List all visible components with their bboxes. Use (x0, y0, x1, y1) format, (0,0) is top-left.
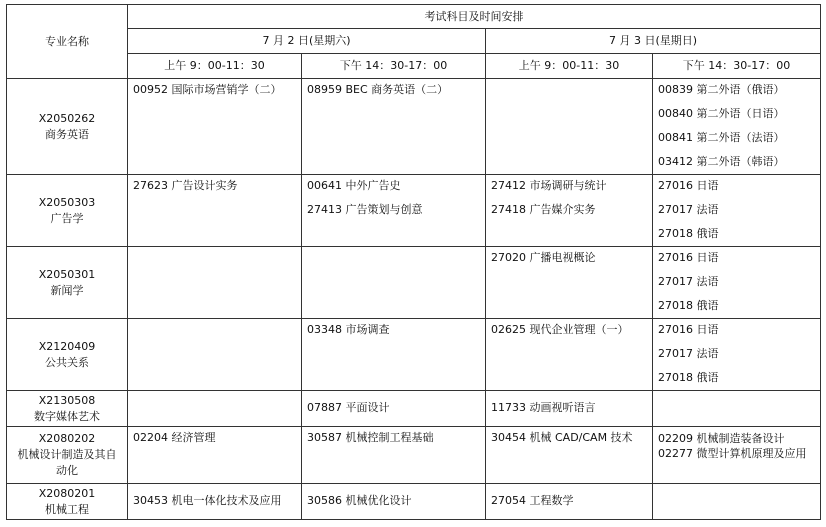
exam-slot-d1-pm (302, 427, 486, 484)
major-code: X2080202 (38, 432, 96, 445)
exam-course: 27413 广告策划与创意 (307, 203, 423, 216)
table-row (7, 247, 821, 319)
table-row (7, 391, 821, 427)
major-cell (7, 427, 128, 484)
exam-course: 30454 机械 CAD/CAM 技术 (491, 431, 633, 444)
major-cell (7, 484, 128, 520)
table-row (7, 427, 821, 484)
exam-course: 30587 机械控制工程基础 (307, 431, 434, 444)
table-row (7, 484, 821, 520)
header-major-name: 专业名称 (7, 5, 128, 79)
exam-course: 00839 第二外语（俄语） (658, 83, 785, 96)
exam-course: 08959 BEC 商务英语（二） (307, 83, 449, 96)
major-name: 机械工程 (45, 502, 89, 516)
exam-course: 03348 市场调查 (307, 323, 390, 336)
major-code: X2120409 (38, 339, 96, 353)
exam-slot-d2-am (486, 79, 653, 175)
header-day2-am: 上午 9：00-11：30 (486, 54, 653, 79)
major-code: X2130508 (38, 393, 96, 407)
exam-course: 27020 广播电视概论 (491, 251, 596, 264)
table-row (7, 319, 821, 391)
exam-course: 02209 机械制造装备设计 (658, 432, 785, 445)
exam-course: 27016 日语 (658, 323, 719, 336)
exam-slot-d2-am (486, 484, 653, 520)
exam-slot-d2-pm (653, 319, 821, 391)
exam-course: 00840 第二外语（日语） (658, 107, 785, 120)
exam-course: 27016 日语 (658, 179, 719, 192)
exam-slot-d1-am (128, 319, 302, 391)
major-cell (7, 175, 128, 247)
exam-slot-d1-pm (302, 175, 486, 247)
exam-schedule-table (6, 4, 821, 520)
header-schedule-title: 考试科目及时间安排 (128, 5, 821, 29)
exam-slot-d2-pm (653, 484, 821, 520)
exam-slot-d2-am (486, 391, 653, 427)
exam-slot-d1-am (128, 79, 302, 175)
major-name: 公共关系 (45, 355, 89, 369)
header-day-1: 7 月 2 日(星期六) (128, 29, 486, 54)
exam-course: 00641 中外广告史 (307, 179, 401, 192)
exam-course: 27054 工程数学 (491, 494, 574, 507)
major-cell (7, 391, 128, 427)
exam-slot-d2-am (486, 247, 653, 319)
exam-slot-d1-pm (302, 391, 486, 427)
major-name: 新闻学 (50, 283, 84, 297)
exam-slot-d2-am (486, 319, 653, 391)
exam-course: 27018 俄语 (658, 299, 719, 312)
exam-course: 27418 广告媒介实务 (491, 203, 596, 216)
exam-slot-d2-pm (653, 247, 821, 319)
major-cell (7, 79, 128, 175)
exam-course: 27016 日语 (658, 251, 719, 264)
exam-course: 27017 法语 (658, 203, 719, 216)
exam-slot-d1-am (128, 427, 302, 484)
exam-course: 07887 平面设计 (307, 401, 390, 414)
exam-course: 27018 俄语 (658, 227, 719, 240)
exam-slot-d1-pm (302, 247, 486, 319)
major-cell (7, 247, 128, 319)
major-name: 商务英语 (45, 127, 89, 141)
exam-slot-d2-pm (653, 391, 821, 427)
exam-slot-d1-am (128, 391, 302, 427)
exam-course: 27412 市场调研与统计 (491, 179, 607, 192)
major-cell (7, 319, 128, 391)
major-code: X2050301 (38, 267, 96, 281)
major-code: X2050262 (38, 111, 96, 125)
schedule-body (7, 79, 821, 520)
exam-slot-d1-am (128, 175, 302, 247)
header-day1-pm: 下午 14：30-17：00 (302, 54, 486, 79)
exam-course: 27017 法语 (658, 275, 719, 288)
exam-course: 02277 微型计算机原理及应用 (658, 447, 807, 460)
exam-slot-d2-am (486, 175, 653, 247)
exam-course: 27018 俄语 (658, 371, 719, 384)
major-name: 广告学 (50, 211, 84, 225)
table-row (7, 175, 821, 247)
exam-slot-d2-pm (653, 79, 821, 175)
exam-slot-d1-pm (302, 79, 486, 175)
header-day-2: 7 月 3 日(星期日) (486, 29, 821, 54)
header-day1-am: 上午 9：00-11：30 (128, 54, 302, 79)
exam-slot-d1-am (128, 247, 302, 319)
exam-slot-d1-pm (302, 484, 486, 520)
exam-course: 03412 第二外语（韩语） (658, 155, 785, 168)
exam-course: 27623 广告设计实务 (133, 179, 238, 192)
major-code: X2080201 (38, 486, 96, 500)
exam-slot-d2-pm (653, 175, 821, 247)
major-name: 数字媒体艺术 (34, 409, 100, 423)
exam-slot-d1-pm (302, 319, 486, 391)
major-code: X2050303 (38, 195, 96, 209)
exam-slot-d2-pm (653, 427, 821, 484)
exam-course: 30453 机电一体化技术及应用 (133, 494, 282, 507)
exam-course: 00841 第二外语（法语） (658, 131, 785, 144)
major-name: 机械设计制造及其自动化 (17, 448, 117, 477)
exam-slot-d1-am (128, 484, 302, 520)
table-row (7, 79, 821, 175)
exam-course: 02204 经济管理 (133, 431, 216, 444)
exam-course: 11733 动画视听语言 (491, 401, 596, 414)
exam-course: 00952 国际市场营销学（二） (133, 83, 282, 96)
exam-course: 30586 机械优化设计 (307, 494, 412, 507)
header-day2-pm: 下午 14：30-17：00 (653, 54, 821, 79)
exam-course: 02625 现代企业管理（一） (491, 323, 629, 336)
exam-course: 27017 法语 (658, 347, 719, 360)
exam-slot-d2-am (486, 427, 653, 484)
